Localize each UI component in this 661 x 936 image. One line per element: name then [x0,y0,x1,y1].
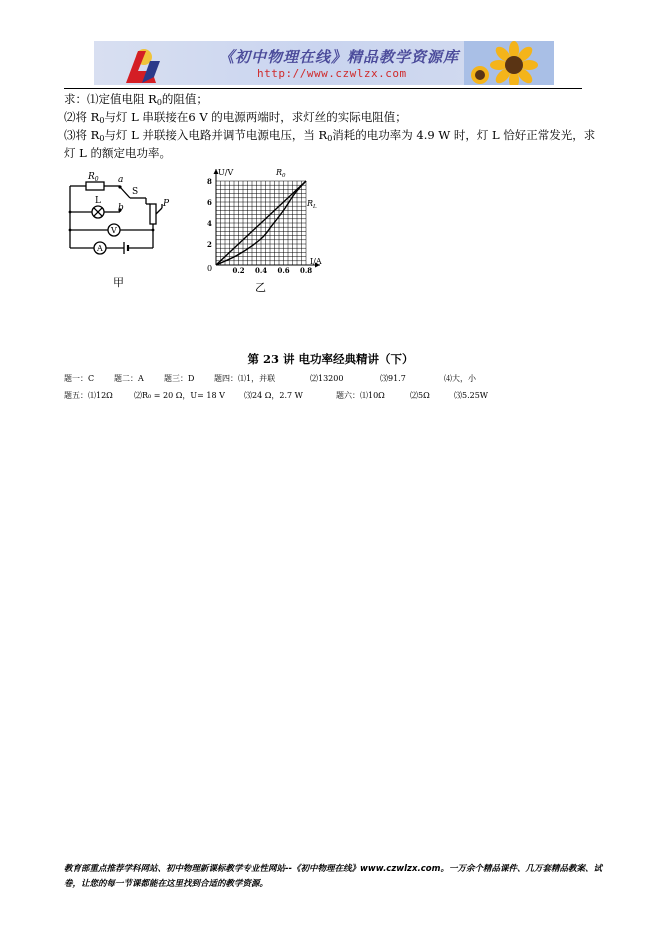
y-tick-label: 4 [207,219,212,228]
answers-row-1 [64,373,476,384]
answer-item: ⑵R₀ = 20 Ω，U= 18 V [134,391,225,400]
series-label-r0: $R_0$ [276,168,286,179]
answer-item: ⑷大，小 [444,374,476,383]
graph-y-axis-label: U/V [218,168,234,177]
answer-item: 题五：⑴12Ω [64,391,113,400]
answer-item: 题四：⑴1，并联 [214,374,276,383]
answer-item: ⑵5Ω [410,391,430,400]
question-line-1: 求：⑴定值电阻 $R_0$的阻值； [64,92,208,107]
footer-text: 教育部重点推荐学科网站、初中物理新课标教学专业性网站--《初中物理在线》www.czwlzx.com。一万余个精品课件、几万套精品教案、试卷，让您的每一节课都能在这里找到合适的教学资源。 [64,864,602,889]
answer-item: ⑶91.7 [380,374,406,383]
answer-item: ⑵13200 [310,374,344,383]
series-label-rl: $R_L$ [307,199,317,210]
circuit-label-v: V [111,226,117,235]
header-banner [94,41,554,85]
circuit-label-a: a [118,175,124,185]
x-tick-label: 0.4 [255,266,268,275]
x-tick-label: 0.2 [232,266,245,275]
circuit-label-r0: $R_0$ [88,172,99,183]
circuit-label-p: P [163,199,170,209]
banner-title: 《初中物理在线》精品教学资源库 [219,48,460,66]
question-line-4: 灯 L 的额定电功率。 [64,146,171,160]
answers-section-title: 第 23 讲 电功率经典精讲（下） [247,352,414,366]
x-tick-label: 0.6 [277,266,290,275]
circuit-figure-label: 甲 [113,276,124,289]
circuit-label-b: b [118,203,124,213]
answer-item: 题三：D [164,374,195,383]
question-line-2: ⑵将 $R_0$与灯 L 串联接在6 V 的电源两端时，求灯丝的实际电阻值； [64,110,407,125]
graph-origin-label: 0 [207,264,213,273]
circuit-label-s: S [132,187,139,197]
y-tick-label: 2 [207,240,212,249]
question-line-3: ⑶将 $R_0$与灯 L 并联接入电路并调节电源电压，当 $R_0$消耗的电功率为 4.9 W 时，灯 L 恰好正常发光，求 [64,128,596,143]
graph-x-axis-label: I/A [310,257,322,266]
y-tick-label: 8 [207,177,212,186]
x-tick-label: 0.8 [300,266,313,275]
circuit-label-l: L [95,196,101,206]
y-tick-label: 6 [207,198,212,207]
sunflower-icon [464,41,554,85]
answer-item: 题一：C [64,374,95,383]
circuit-label-ammeter: A [97,244,103,253]
header-rule [64,88,582,89]
logo-icon [116,41,176,85]
answers-row-2 [64,390,488,401]
answer-item: 题二：A [114,374,144,383]
answer-item: ⑶24 Ω，2.7 W [244,391,303,400]
answer-item: 题六：⑴10Ω [336,391,385,400]
answer-item: ⑶5.25W [454,391,489,400]
ui-graph [198,165,338,285]
circuit-diagram [64,170,184,270]
graph-figure-label: 乙 [255,281,266,294]
banner-url[interactable]: http://www.czwlzx.com [257,67,407,80]
